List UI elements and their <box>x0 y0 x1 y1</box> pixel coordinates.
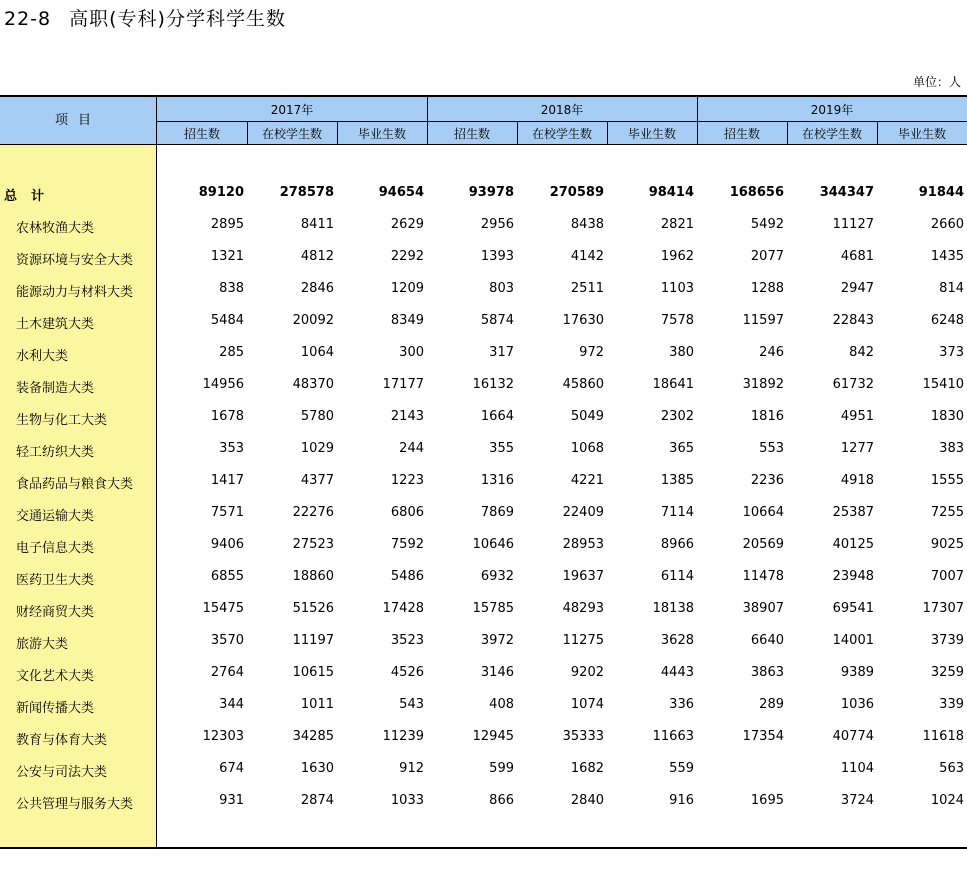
cell-value: 1074 <box>570 697 604 712</box>
cell-value: 4221 <box>570 473 604 488</box>
cell-value: 300 <box>399 345 424 360</box>
cell-value: 4918 <box>840 473 874 488</box>
cell-value: 2956 <box>480 217 514 232</box>
row-label: 土木建筑大类 <box>16 317 95 332</box>
cell-value: 7007 <box>930 569 964 584</box>
cell-value: 353 <box>219 441 244 456</box>
cell-value: 8966 <box>660 537 694 552</box>
cell-value: 14956 <box>202 377 244 392</box>
table-row <box>0 593 967 625</box>
cell-value: 10615 <box>292 665 334 680</box>
cell-value: 48370 <box>292 377 334 392</box>
cell-value: 9025 <box>930 537 964 552</box>
unit-label: 单位：人 <box>912 75 961 89</box>
cell-value: 38907 <box>742 601 784 616</box>
cell-value: 94654 <box>378 185 424 200</box>
row-label: 新闻传播大类 <box>16 701 95 716</box>
cell-value: 2629 <box>390 217 424 232</box>
sub-header: 毕业生数 <box>357 127 406 141</box>
table-row <box>0 241 967 273</box>
row-label: 医药卫生大类 <box>16 573 95 588</box>
cell-value: 344 <box>219 697 244 712</box>
cell-value: 5492 <box>750 217 784 232</box>
cell-value: 674 <box>219 761 244 776</box>
year-header: 2019年 <box>810 103 854 117</box>
cell-value: 3724 <box>840 793 874 808</box>
cell-value: 1064 <box>300 345 334 360</box>
cell-value: 2840 <box>570 793 604 808</box>
cell-value: 1830 <box>930 409 964 424</box>
cell-value: 380 <box>669 345 694 360</box>
cell-value: 11275 <box>562 633 604 648</box>
cell-value: 20092 <box>292 313 334 328</box>
cell-value: 278578 <box>279 185 334 200</box>
cell-value: 1288 <box>750 281 784 296</box>
cell-value: 1393 <box>480 249 514 264</box>
cell-value: 17354 <box>742 729 784 744</box>
sub-header: 毕业生数 <box>627 127 676 141</box>
cell-value: 866 <box>489 793 514 808</box>
bottom-rule <box>0 847 967 849</box>
cell-value: 98414 <box>648 185 694 200</box>
row-label: 轻工纺织大类 <box>16 445 95 460</box>
row-label: 教育与体育大类 <box>16 733 108 748</box>
table-row <box>0 721 967 753</box>
sub-header: 毕业生数 <box>897 127 946 141</box>
cell-value: 563 <box>939 761 964 776</box>
cell-value: 91844 <box>918 185 964 200</box>
cell-value: 1209 <box>390 281 424 296</box>
cell-value: 12945 <box>472 729 514 744</box>
cell-value: 383 <box>939 441 964 456</box>
year-header: 2017年 <box>270 103 314 117</box>
row-label: 公安与司法大类 <box>16 765 108 780</box>
row-label: 生物与化工大类 <box>16 413 108 428</box>
cell-value: 4951 <box>840 409 874 424</box>
table-code: 22-8 <box>4 8 52 30</box>
table-row <box>0 369 967 401</box>
table-title-text: 高职(专科)分学科学生数 <box>69 8 286 30</box>
cell-value: 11197 <box>292 633 334 648</box>
cell-value: 1962 <box>660 249 694 264</box>
cell-value: 339 <box>939 697 964 712</box>
table-row <box>0 337 967 369</box>
cell-value: 842 <box>849 345 874 360</box>
table-row <box>0 785 967 817</box>
table-row <box>0 273 967 305</box>
cell-value: 17630 <box>562 313 604 328</box>
cell-value: 3523 <box>390 633 424 648</box>
cell-value: 4812 <box>300 249 334 264</box>
cell-value: 1555 <box>930 473 964 488</box>
cell-value: 31892 <box>742 377 784 392</box>
cell-value: 34285 <box>292 729 334 744</box>
sub-header: 在校学生数 <box>261 127 322 141</box>
cell-value: 4142 <box>570 249 604 264</box>
cell-value: 1630 <box>300 761 334 776</box>
cell-value: 1385 <box>660 473 694 488</box>
table-row <box>0 529 967 561</box>
cell-value: 2143 <box>390 409 424 424</box>
cell-value: 15410 <box>922 377 964 392</box>
cell-value: 1435 <box>930 249 964 264</box>
cell-value: 1024 <box>930 793 964 808</box>
sub-header: 在校学生数 <box>801 127 862 141</box>
cell-value: 18860 <box>292 569 334 584</box>
cell-value: 22843 <box>832 313 874 328</box>
cell-value: 9202 <box>570 665 604 680</box>
cell-value: 1316 <box>480 473 514 488</box>
cell-value: 838 <box>219 281 244 296</box>
cell-value: 23948 <box>832 569 874 584</box>
table-row <box>0 305 967 337</box>
cell-value: 1033 <box>390 793 424 808</box>
cell-value: 916 <box>669 793 694 808</box>
cell-value: 2236 <box>750 473 784 488</box>
cell-value: 16132 <box>472 377 514 392</box>
cell-value: 3863 <box>750 665 784 680</box>
cell-value: 2874 <box>300 793 334 808</box>
sub-header: 在校学生数 <box>531 127 592 141</box>
cell-value: 1678 <box>210 409 244 424</box>
cell-value: 48293 <box>562 601 604 616</box>
cell-value: 289 <box>759 697 784 712</box>
row-label: 电子信息大类 <box>16 541 95 556</box>
cell-value: 17307 <box>922 601 964 616</box>
cell-value: 11478 <box>742 569 784 584</box>
year-header: 2018年 <box>540 103 584 117</box>
cell-value: 6248 <box>930 313 964 328</box>
cell-value: 6806 <box>390 505 424 520</box>
cell-value: 344347 <box>819 185 874 200</box>
cell-value: 6932 <box>480 569 514 584</box>
cell-value: 246 <box>759 345 784 360</box>
row-label: 文化艺术大类 <box>16 669 95 684</box>
cell-value: 9389 <box>840 665 874 680</box>
cell-value: 972 <box>579 345 604 360</box>
cell-value: 6114 <box>660 569 694 584</box>
cell-value: 8411 <box>300 217 334 232</box>
row-label: 食品药品与粮食大类 <box>16 477 134 492</box>
cell-value: 11239 <box>382 729 424 744</box>
cell-value: 244 <box>399 441 424 456</box>
cell-value: 4443 <box>660 665 694 680</box>
cell-value: 6640 <box>750 633 784 648</box>
cell-value: 355 <box>489 441 514 456</box>
cell-value: 4526 <box>390 665 424 680</box>
cell-value: 7114 <box>660 505 694 520</box>
cell-value: 543 <box>399 697 424 712</box>
cell-value: 270589 <box>549 185 604 200</box>
cell-value: 2511 <box>570 281 604 296</box>
row-label: 旅游大类 <box>16 637 69 652</box>
cell-value: 40125 <box>832 537 874 552</box>
cell-value: 365 <box>669 441 694 456</box>
cell-value: 1321 <box>210 249 244 264</box>
cell-value: 2947 <box>840 281 874 296</box>
cell-value: 336 <box>669 697 694 712</box>
cell-value: 7571 <box>210 505 244 520</box>
cell-value: 19637 <box>562 569 604 584</box>
row-label: 总计 <box>4 189 59 204</box>
cell-value: 5486 <box>390 569 424 584</box>
cell-value: 10646 <box>472 537 514 552</box>
cell-value: 1036 <box>840 697 874 712</box>
cell-value: 559 <box>669 761 694 776</box>
cell-value: 4681 <box>840 249 874 264</box>
cell-value: 3570 <box>210 633 244 648</box>
cell-value: 4377 <box>300 473 334 488</box>
cell-value: 14001 <box>832 633 874 648</box>
cell-value: 5780 <box>300 409 334 424</box>
cell-value: 15785 <box>472 601 514 616</box>
cell-value: 69541 <box>832 601 874 616</box>
cell-value: 25387 <box>832 505 874 520</box>
table-row <box>0 657 967 689</box>
sub-header: 招生数 <box>183 127 220 141</box>
cell-value: 408 <box>489 697 514 712</box>
row-label: 交通运输大类 <box>16 509 95 524</box>
cell-value: 40774 <box>832 729 874 744</box>
cell-value: 5484 <box>210 313 244 328</box>
cell-value: 11597 <box>742 313 784 328</box>
cell-value: 803 <box>489 281 514 296</box>
cell-value: 11663 <box>652 729 694 744</box>
row-label: 水利大类 <box>16 349 69 364</box>
row-label: 装备制造大类 <box>16 381 95 396</box>
cell-value: 35333 <box>562 729 604 744</box>
cell-value: 10664 <box>742 505 784 520</box>
row-label: 能源动力与材料大类 <box>16 285 134 300</box>
cell-value: 5049 <box>570 409 604 424</box>
cell-value: 89120 <box>198 185 244 200</box>
cell-value: 18641 <box>652 377 694 392</box>
row-label: 农林牧渔大类 <box>16 221 95 236</box>
sub-header: 招生数 <box>453 127 490 141</box>
cell-value: 1068 <box>570 441 604 456</box>
cell-value: 11618 <box>922 729 964 744</box>
cell-value: 3259 <box>930 665 964 680</box>
cell-value: 931 <box>219 793 244 808</box>
table-row <box>0 497 967 529</box>
cell-value: 3739 <box>930 633 964 648</box>
cell-value: 814 <box>939 281 964 296</box>
cell-value: 168656 <box>729 185 784 200</box>
cell-value: 15475 <box>202 601 244 616</box>
sub-header: 招生数 <box>723 127 760 141</box>
cell-value: 7255 <box>930 505 964 520</box>
cell-value: 22409 <box>562 505 604 520</box>
cell-value: 7592 <box>390 537 424 552</box>
table-title <box>4 4 286 31</box>
cell-value: 1104 <box>840 761 874 776</box>
cell-value: 1695 <box>750 793 784 808</box>
cell-value: 8349 <box>390 313 424 328</box>
cell-value: 17177 <box>382 377 424 392</box>
cell-value: 373 <box>939 345 964 360</box>
cell-value: 9406 <box>210 537 244 552</box>
cell-value: 3628 <box>660 633 694 648</box>
header-bottom-rule <box>0 144 967 145</box>
cell-value: 5874 <box>480 313 514 328</box>
cell-value: 11127 <box>832 217 874 232</box>
cell-value: 12303 <box>202 729 244 744</box>
cell-value: 8438 <box>570 217 604 232</box>
cell-value: 20569 <box>742 537 784 552</box>
table-row <box>0 689 967 721</box>
cell-value: 553 <box>759 441 784 456</box>
cell-value: 1223 <box>390 473 424 488</box>
cell-value: 27523 <box>292 537 334 552</box>
row-label: 公共管理与服务大类 <box>16 797 134 812</box>
row-label: 资源环境与安全大类 <box>16 253 134 268</box>
cell-value: 1417 <box>210 473 244 488</box>
table-row <box>0 401 967 433</box>
table-row <box>0 465 967 497</box>
header-divider <box>157 121 967 122</box>
cell-value: 2302 <box>660 409 694 424</box>
cell-value: 28953 <box>562 537 604 552</box>
cell-value: 45860 <box>562 377 604 392</box>
cell-value: 1664 <box>480 409 514 424</box>
cell-value: 2292 <box>390 249 424 264</box>
cell-value: 17428 <box>382 601 424 616</box>
cell-value: 2077 <box>750 249 784 264</box>
cell-value: 2660 <box>930 217 964 232</box>
table-row <box>0 209 967 241</box>
table-row <box>0 625 967 657</box>
table-row <box>0 753 967 785</box>
cell-value: 3146 <box>480 665 514 680</box>
cell-value: 22276 <box>292 505 334 520</box>
stub-header: 项目 <box>54 113 101 128</box>
cell-value: 1029 <box>300 441 334 456</box>
cell-value: 3972 <box>480 633 514 648</box>
cell-value: 1816 <box>750 409 784 424</box>
cell-value: 7578 <box>660 313 694 328</box>
cell-value: 7869 <box>480 505 514 520</box>
cell-value: 599 <box>489 761 514 776</box>
cell-value: 1103 <box>660 281 694 296</box>
cell-value: 1277 <box>840 441 874 456</box>
cell-value: 18138 <box>652 601 694 616</box>
cell-value: 6855 <box>210 569 244 584</box>
cell-value: 1682 <box>570 761 604 776</box>
cell-value: 93978 <box>468 185 514 200</box>
cell-value: 1011 <box>300 697 334 712</box>
row-label: 财经商贸大类 <box>16 605 95 620</box>
total-row <box>0 177 967 209</box>
table-row <box>0 433 967 465</box>
cell-value: 2821 <box>660 217 694 232</box>
cell-value: 912 <box>399 761 424 776</box>
cell-value: 51526 <box>292 601 334 616</box>
table-row <box>0 561 967 593</box>
cell-value: 285 <box>219 345 244 360</box>
cell-value: 61732 <box>832 377 874 392</box>
cell-value: 317 <box>489 345 514 360</box>
cell-value: 2895 <box>210 217 244 232</box>
cell-value: 2764 <box>210 665 244 680</box>
cell-value: 2846 <box>300 281 334 296</box>
